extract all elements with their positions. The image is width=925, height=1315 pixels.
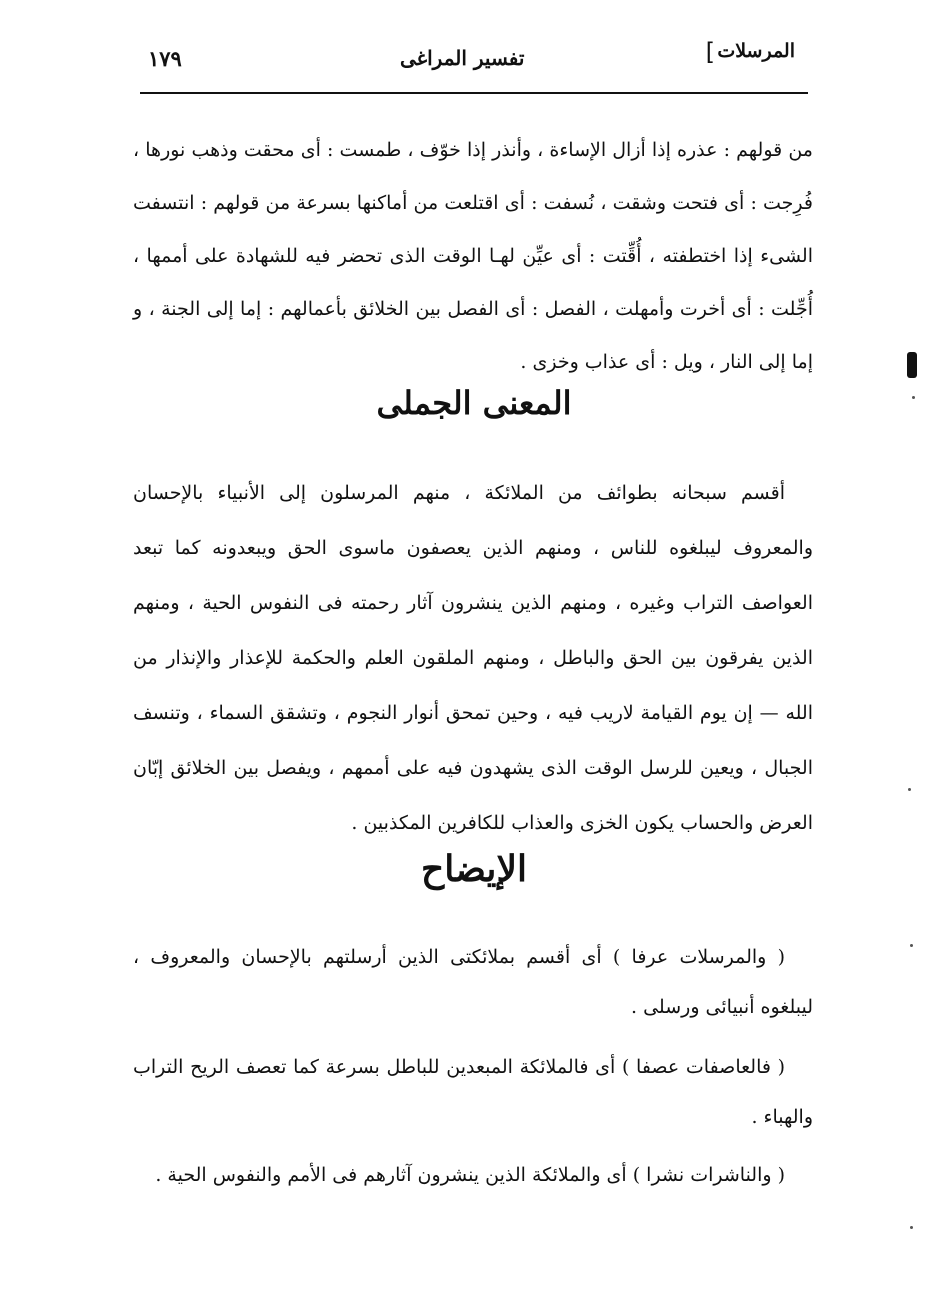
scan-speck [910, 944, 913, 947]
glossary-paragraph: من قولهم : عذره إذا أزال الإساءة ، وأنذر إذا خوّف ، طمست : أى محقت وذهب نورها ، فُرِجت : أى فتحت وشقت ، نُسفت : أى اقتلعت من أماكنها بسرعة من قولهم : انتسفت الشىء إذا اختطفته ، أُقِّتت : أى عيِّن لهـا الوقت الذى تحضر فيه للشهادة على أممها ، أُجِّلت : أى أخرت وأمهلت ، الفصل : أى الفصل بين الخلائق بأعمالهم : إما إلى الجنة ، و إما إلى النار ، ويل : أى عذاب وخزى . [133, 139, 813, 373]
header-surah-name: المرسلات [717, 40, 795, 62]
header-rule [140, 92, 808, 94]
glossary-section [133, 124, 813, 389]
running-header [140, 36, 795, 84]
heading-general-meaning: المعنى الجملى [376, 384, 572, 422]
summary-section [133, 466, 813, 851]
scan-speck [908, 788, 911, 791]
heading-explanation: الإيضاح [421, 848, 527, 890]
page-edge-mark [907, 352, 917, 378]
verse-explanation-1 [133, 932, 813, 1032]
header-book-title: تفسير المراغى [400, 46, 525, 70]
verse-paragraph: ( والناشرات نشرا ) أى والملائكة الذين ينشرون آثارهم فى الأمم والنفوس الحية . [155, 1164, 785, 1186]
scan-speck [912, 396, 915, 399]
header-bracket: ] [705, 38, 715, 66]
header-page-number: ١٧٩ [148, 46, 182, 71]
verse-explanation-2 [133, 1042, 813, 1142]
summary-paragraph: أقسم سبحانه بطوائف من الملائكة ، منهم المرسلون إلى الأنبياء بالإحسان والمعروف ليبلغوه للناس ، ومنهم الذين يعصفون ماسوى الحق ويبعدونه كما تبعد العواصف التراب وغيره ، ومنهم الذين ينشرون آثار رحمته فى النفوس الحية ، ومنهم الذين يفرقون بين الحق والباطل ، ومنهم الملقون العلم والحكمة للإعذار والإنذار من الله — إن يوم القيامة لاريب فيه ، وحين تمحق أنوار النجوم ، وتشقق السماء ، وتنسف الجبال ، ويعين للرسل الوقت الذى يشهدون فيه على أممهم ، ويفصل بين الخلائق إبّان العرض والحساب يكون الخزى والعذاب للكافرين المكذبين . [133, 482, 813, 834]
verse-explanation-3 [133, 1150, 813, 1200]
verse-paragraph: ( والمرسلات عرفا ) أى أقسم بملائكتى الذين أرسلتهم بالإحسان والمعروف ، ليبلغوه أنبيائى ورسلى . [133, 946, 813, 1018]
scan-speck [910, 1226, 913, 1229]
verse-paragraph: ( فالعاصفات عصفا ) أى فالملائكة المبعدين للباطل بسرعة كما تعصف الريح التراب والهباء . [133, 1056, 813, 1128]
